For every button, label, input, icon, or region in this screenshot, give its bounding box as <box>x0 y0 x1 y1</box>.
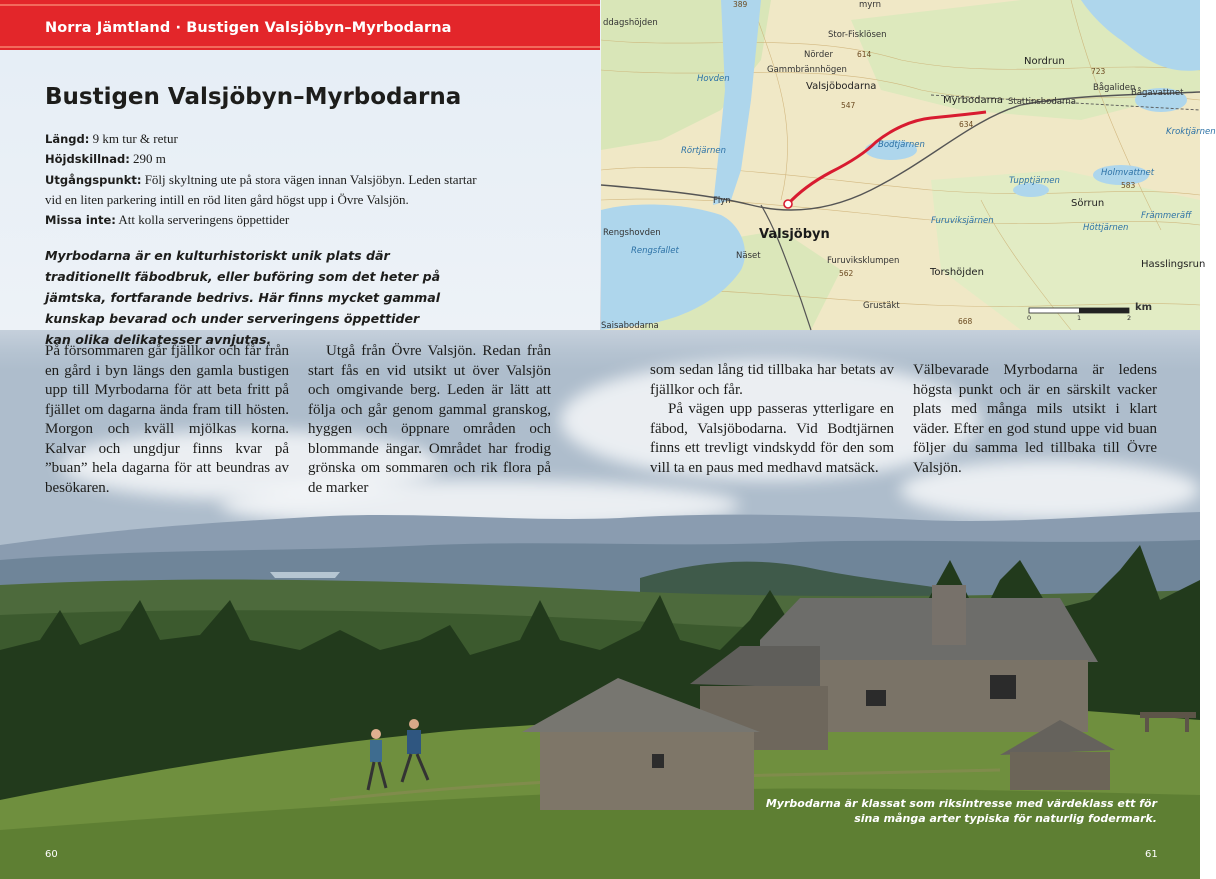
map-label-bodtjarnen: Bodtjärnen <box>878 140 925 150</box>
map-label-myrbodarna: Myrbodarna <box>943 95 1003 106</box>
map-height-634: 634 <box>959 120 974 129</box>
map-label-hasslingsrun: Hasslingsrun <box>1141 259 1206 270</box>
map-label-torshojden: Torshöjden <box>930 267 984 278</box>
map-terrain <box>601 0 1200 330</box>
map-height-668: 668 <box>958 317 973 326</box>
map-label-hovden: Hovden <box>697 74 730 84</box>
body-column-2: Utgå från Övre Valsjön. Redan från start fås en vid utsikt ut över Valsjön och omgivande berg. Leden är lätt att följa och går genom gammal granskog, hyggen och öppnare områden och blommande ängar. Området har frodig grönska om sommaren och rik flora på de marker <box>308 343 551 496</box>
map-height-562: 562 <box>839 269 854 278</box>
map-scale-0: 0 <box>1027 314 1032 322</box>
map-label-ddagshojden: ddagshöjden <box>603 18 658 28</box>
map-label-sorrun: Sörrun <box>1071 198 1105 209</box>
body-column-1: På försommaren går fjällkor och får från en gård i byn längs den gamla bustigen upp till Myrbodarna för att beta fritt på fjället om dagarna ända fram till hösten. Morgon och kväll mjölkas korna. Kalvar och ungdjur finns kvar på ”buan” hela dagarna för att beundras av besökaren. <box>45 343 289 496</box>
fact-start-point: Utgångspunkt: Följ skyltning ute på stora vägen innan Valsjöbyn. Leden startar vid en liten parkering intill en röd liten gård högst upp i Övre Valsjön. <box>45 171 477 208</box>
map-label-stor-fisklosen: Stor-Fisklösen <box>828 30 887 40</box>
map-label-naset: Näset <box>736 251 761 261</box>
map-label-rortjarnen: Rörtjärnen <box>681 146 727 156</box>
fact-length: Längd: 9 km tur & retur <box>45 131 178 146</box>
map-label-bagavattnet: Bågavattnet <box>1131 88 1184 98</box>
map-height-583: 583 <box>1121 181 1136 190</box>
map-label-valsjobyn: Valsjöbyn <box>759 227 830 242</box>
map-height-389: 389 <box>733 0 748 9</box>
map-label-valsjobodarna: Valsjöbodarna <box>806 81 877 92</box>
map-label-saisabodarna: Saisabodarna <box>601 321 659 331</box>
map-label-gammbrannhogen: Gammbrännhögen <box>767 65 847 75</box>
map-height-614: 614 <box>857 50 872 59</box>
page-number-left: 60 <box>45 849 58 860</box>
map-label-holmvattnet: Holmvattnet <box>1101 168 1155 178</box>
map-label-furuviksklumpen: Furuviksklumpen <box>827 256 900 266</box>
fact-elevation: Höjdskillnad: 290 m <box>45 151 166 167</box>
map-scale-1: 1 <box>1077 314 1082 322</box>
page-number-right: 61 <box>1145 849 1158 860</box>
map-label-frammeraff: Främmeräff <box>1141 211 1192 221</box>
body-column-3: som sedan lång tid tillbaka har betats av fjällkor och får. På vägen upp passeras ytterligare en fäbod, Valsjöbodarna. Vid Bodtjärnen finns ett trevligt vindskydd för den som vill ta en paus med medhavd matsäck. <box>650 362 894 476</box>
map-label-norder: Nörder <box>804 50 834 60</box>
header-title: Norra Jämtland · Bustigen Valsjöbyn–Myrbodarna <box>45 20 452 36</box>
map-label-nordrun: Nordrun <box>1024 56 1065 67</box>
trail-map <box>601 0 1216 331</box>
intro-paragraph: Myrbodarna är en kulturhistoriskt unik plats där traditionellt fäbodbruk, eller buföring som det heter på jämtska, fortfarande bedrivs. Här finns mycket gammal kunskap bevarad och under serveringens öppettider kan olika delikatesser avnjutas. <box>45 248 441 347</box>
map-label-rengshovden: Rengshovden <box>603 228 661 238</box>
map-label-grustakt: Grustäkt <box>863 301 900 311</box>
map-height-547: 547 <box>841 101 856 110</box>
map-label-hottjarnen: Höttjärnen <box>1083 223 1129 233</box>
article-title: Bustigen Valsjöbyn–Myrbodarna <box>45 84 462 110</box>
map-label-flyn: Flyn <box>713 196 731 206</box>
facts-block <box>45 129 495 230</box>
body-column-4: Välbevarade Myrbodarna är ledens högsta punkt och är en särskilt vacker plats med många mils utsikt i klart väder. Efter en god stund uppe vid buan följer du samma led tillbaka till Övre Valsjön. <box>913 362 1157 476</box>
map-label-bagaliden: Bågaliden <box>1093 83 1136 93</box>
map-label-kroktjarnen: Kroktjärnen <box>1166 127 1216 137</box>
map-label-furuviksjarnen: Furuviksjärnen <box>931 216 994 226</box>
map-label-tupptjarnen: Tupptjärnen <box>1009 176 1060 186</box>
map-label-rengsfallet: Rengsfallet <box>631 246 679 256</box>
map-label-stattinsbodarna: Stattinsbodarna <box>1008 97 1076 107</box>
map-height-723: 723 <box>1091 67 1106 76</box>
map-label-myrn: myrn <box>859 0 882 10</box>
photo-caption: Myrbodarna är klassat som riksintresse med värdeklass ett för sina många arter typiska för naturlig fodermark. <box>765 797 1157 825</box>
map-scale-2: 2 <box>1127 314 1132 322</box>
map-scale-unit: km <box>1135 302 1153 313</box>
fact-dont-miss: Missa inte: Att kolla serveringens öppettider <box>45 211 290 227</box>
